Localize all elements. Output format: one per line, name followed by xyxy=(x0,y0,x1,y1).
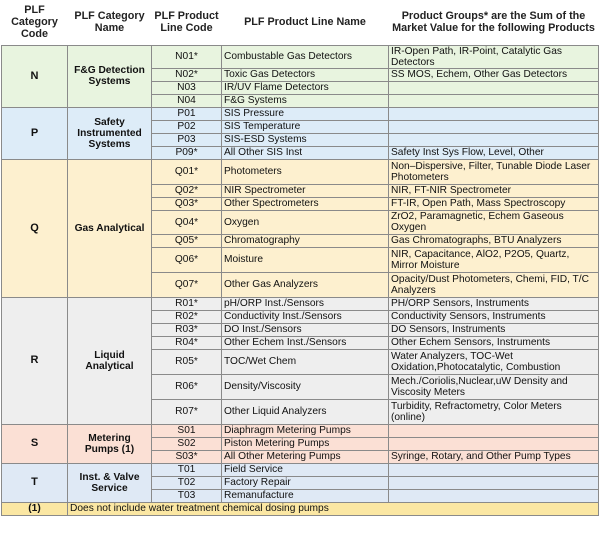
product-line-name: Other Spectrometers xyxy=(222,197,389,210)
product-line-name: Moisture xyxy=(222,247,389,272)
product-line-name: All Other Metering Pumps xyxy=(222,450,389,463)
product-line-name: Toxic Gas Detectors xyxy=(222,68,389,81)
product-groups: Turbidity, Refractometry, Color Meters (online) xyxy=(389,399,599,424)
product-line-name: Chromatography xyxy=(222,234,389,247)
product-line-code: Q03* xyxy=(152,197,222,210)
product-line-name: Factory Repair xyxy=(222,476,389,489)
table-row xyxy=(2,463,599,476)
header-product-groups: Product Groups* are the Sum of the Market Value for the following Products xyxy=(389,0,599,45)
product-line-code: R03* xyxy=(152,323,222,336)
product-groups: IR-Open Path, IR-Point, Catalytic Gas Detectors xyxy=(389,45,599,68)
header-category-name: PLF Category Name xyxy=(68,0,152,45)
product-groups xyxy=(389,94,599,107)
product-groups: NIR, Capacitance, AlO2, P2O5, Quartz, Mirror Moisture xyxy=(389,247,599,272)
footnote-row xyxy=(2,502,599,515)
product-line-code: Q05* xyxy=(152,234,222,247)
footnote-code: (1) xyxy=(2,502,68,515)
product-line-code: S02 xyxy=(152,437,222,450)
header-row xyxy=(2,0,599,45)
table-body xyxy=(2,45,599,515)
category-code: R xyxy=(2,297,68,424)
product-line-name: Oxygen xyxy=(222,210,389,234)
product-line-code: N01* xyxy=(152,45,222,68)
product-line-name: Combustable Gas Detectors xyxy=(222,45,389,68)
product-line-code: R02* xyxy=(152,310,222,323)
product-groups: Gas Chromatographs, BTU Analyzers xyxy=(389,234,599,247)
product-line-code: N02* xyxy=(152,68,222,81)
header-line-code: PLF Product Line Code xyxy=(152,0,222,45)
product-line-name: All Other SIS Inst xyxy=(222,146,389,159)
product-groups: Non–Dispersive, Filter, Tunable Diode Laser Photometers xyxy=(389,159,599,184)
category-code: T xyxy=(2,463,68,502)
product-groups xyxy=(389,107,599,120)
product-line-name: Conductivity Inst./Sensors xyxy=(222,310,389,323)
product-line-name: Remanufacture xyxy=(222,489,389,502)
category-code: N xyxy=(2,45,68,107)
product-line-name: SIS Pressure xyxy=(222,107,389,120)
product-line-name: SIS-ESD Systems xyxy=(222,133,389,146)
table-row xyxy=(2,107,599,120)
category-name: Liquid Analytical xyxy=(68,297,152,424)
product-line-code: S01 xyxy=(152,424,222,437)
product-line-name: Piston Metering Pumps xyxy=(222,437,389,450)
product-line-code: P03 xyxy=(152,133,222,146)
product-line-code: P09* xyxy=(152,146,222,159)
product-line-code: P02 xyxy=(152,120,222,133)
product-groups: FT-IR, Open Path, Mass Spectroscopy xyxy=(389,197,599,210)
product-line-code: T03 xyxy=(152,489,222,502)
product-line-code: T02 xyxy=(152,476,222,489)
product-line-code: S03* xyxy=(152,450,222,463)
footnote-text: Does not include water treatment chemical dosing pumps xyxy=(68,502,599,515)
product-line-code: Q07* xyxy=(152,272,222,297)
category-name: Gas Analytical xyxy=(68,159,152,297)
header-line-name: PLF Product Line Name xyxy=(222,0,389,45)
product-line-name: Diaphragm Metering Pumps xyxy=(222,424,389,437)
plf-category-table xyxy=(1,0,599,516)
table-row xyxy=(2,159,599,184)
category-code: P xyxy=(2,107,68,159)
product-line-code: R06* xyxy=(152,374,222,399)
category-name: Inst. & Valve Service xyxy=(68,463,152,502)
product-line-name: Density/Viscosity xyxy=(222,374,389,399)
product-line-name: F&G Systems xyxy=(222,94,389,107)
table-row xyxy=(2,297,599,310)
product-line-name: pH/ORP Inst./Sensors xyxy=(222,297,389,310)
product-line-code: Q01* xyxy=(152,159,222,184)
product-line-code: R07* xyxy=(152,399,222,424)
product-groups: Mech./Coriolis,Nuclear,uW Density and Viscosity Meters xyxy=(389,374,599,399)
category-code: S xyxy=(2,424,68,463)
product-line-code: N04 xyxy=(152,94,222,107)
product-groups xyxy=(389,476,599,489)
product-groups: Safety Inst Sys Flow, Level, Other xyxy=(389,146,599,159)
product-line-name: TOC/Wet Chem xyxy=(222,349,389,374)
product-groups: DO Sensors, Instruments xyxy=(389,323,599,336)
product-line-name: IR/UV Flame Detectors xyxy=(222,81,389,94)
product-line-code: R04* xyxy=(152,336,222,349)
product-groups xyxy=(389,424,599,437)
product-line-code: Q02* xyxy=(152,184,222,197)
product-groups xyxy=(389,489,599,502)
product-groups xyxy=(389,437,599,450)
product-groups: ZrO2, Paramagnetic, Echem Gaseous Oxygen xyxy=(389,210,599,234)
product-groups xyxy=(389,120,599,133)
product-line-code: R05* xyxy=(152,349,222,374)
product-line-name: Other Gas Analyzers xyxy=(222,272,389,297)
product-line-name: Photometers xyxy=(222,159,389,184)
product-groups: Conductivity Sensors, Instruments xyxy=(389,310,599,323)
product-line-name: DO Inst./Sensors xyxy=(222,323,389,336)
product-line-code: P01 xyxy=(152,107,222,120)
product-line-name: Other Echem Inst./Sensors xyxy=(222,336,389,349)
table-row xyxy=(2,45,599,68)
product-line-name: NIR Spectrometer xyxy=(222,184,389,197)
table-row xyxy=(2,424,599,437)
category-name: F&G Detection Systems xyxy=(68,45,152,107)
product-line-name: SIS Temperature xyxy=(222,120,389,133)
category-name: Metering Pumps (1) xyxy=(68,424,152,463)
product-line-name: Other Liquid Analyzers xyxy=(222,399,389,424)
product-groups xyxy=(389,463,599,476)
product-line-code: Q04* xyxy=(152,210,222,234)
product-groups: Opacity/Dust Photometers, Chemi, FID, T/C Analyzers xyxy=(389,272,599,297)
category-name: Safety Instrumented Systems xyxy=(68,107,152,159)
product-line-code: T01 xyxy=(152,463,222,476)
product-groups: Other Echem Sensors, Instruments xyxy=(389,336,599,349)
product-groups xyxy=(389,133,599,146)
product-line-code: R01* xyxy=(152,297,222,310)
product-groups: SS MOS, Echem, Other Gas Detectors xyxy=(389,68,599,81)
product-groups: PH/ORP Sensors, Instruments xyxy=(389,297,599,310)
product-groups xyxy=(389,81,599,94)
product-line-code: Q06* xyxy=(152,247,222,272)
product-line-name: Field Service xyxy=(222,463,389,476)
header-category-code: PLF Category Code xyxy=(2,0,68,45)
product-groups: Syringe, Rotary, and Other Pump Types xyxy=(389,450,599,463)
product-groups: NIR, FT-NIR Spectrometer xyxy=(389,184,599,197)
product-groups: Water Analyzers, TOC-Wet Oxidation,Photocatalytic, Combustion xyxy=(389,349,599,374)
category-code: Q xyxy=(2,159,68,297)
product-line-code: N03 xyxy=(152,81,222,94)
